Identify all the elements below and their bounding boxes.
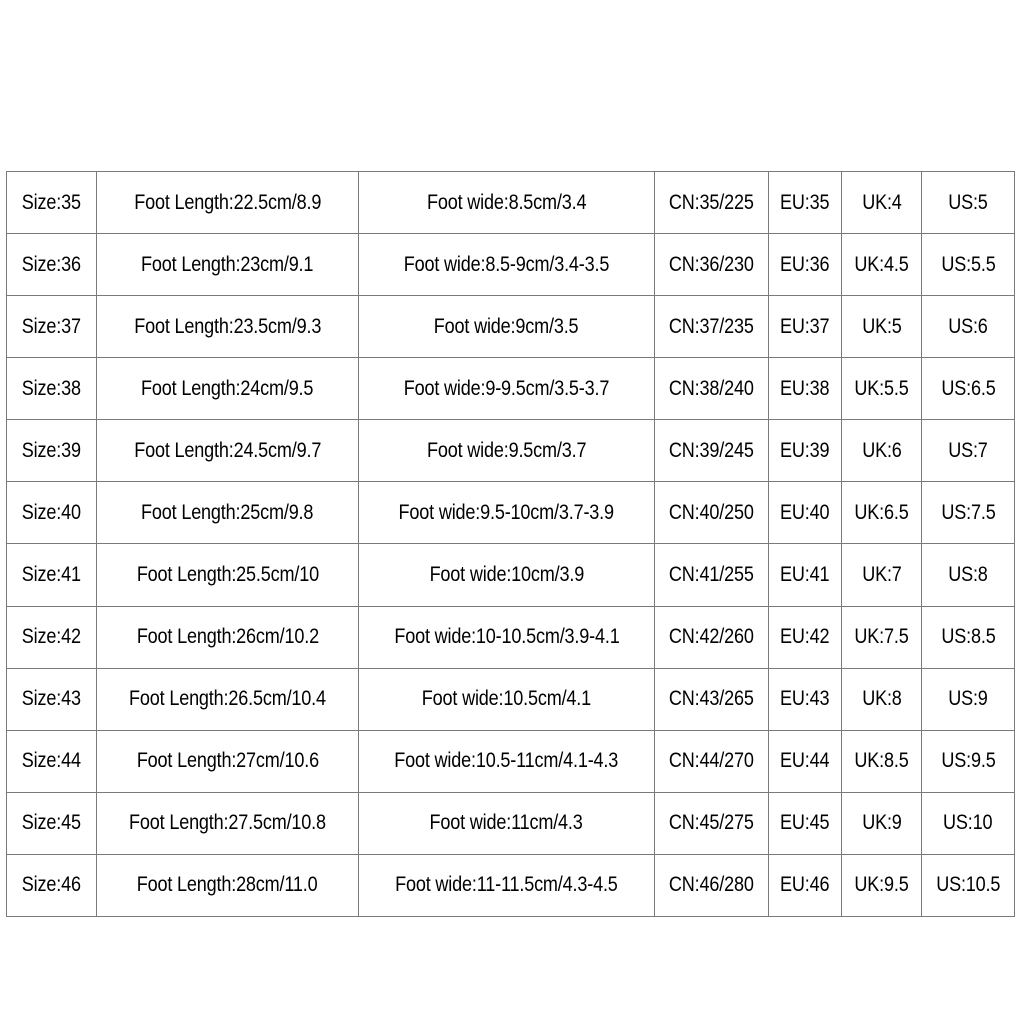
us-size-cell: US:5.5 bbox=[922, 234, 1015, 296]
table-row bbox=[7, 420, 1015, 482]
eu-size-cell: EU:40 bbox=[769, 482, 842, 544]
us-size-cell: US:9 bbox=[922, 668, 1015, 730]
foot-width-cell: Foot wide:10-10.5cm/3.9-4.1 bbox=[359, 606, 655, 668]
uk-size-cell: UK:7.5 bbox=[842, 606, 922, 668]
uk-size-cell: UK:4 bbox=[842, 172, 922, 234]
eu-size-cell: EU:38 bbox=[769, 358, 842, 420]
size-cell: Size:44 bbox=[7, 730, 97, 792]
size-cell: Size:46 bbox=[7, 854, 97, 916]
eu-size-cell: EU:36 bbox=[769, 234, 842, 296]
size-cell: Size:36 bbox=[7, 234, 97, 296]
cn-size-cell: CN:38/240 bbox=[655, 358, 769, 420]
table-row bbox=[7, 296, 1015, 358]
cn-size-cell: CN:40/250 bbox=[655, 482, 769, 544]
size-cell: Size:42 bbox=[7, 606, 97, 668]
cn-size-cell: CN:41/255 bbox=[655, 544, 769, 606]
size-cell: Size:41 bbox=[7, 544, 97, 606]
cn-size-cell: CN:46/280 bbox=[655, 854, 769, 916]
foot-width-cell: Foot wide:11cm/4.3 bbox=[359, 792, 655, 854]
us-size-cell: US:7.5 bbox=[922, 482, 1015, 544]
foot-width-cell: Foot wide:9.5-10cm/3.7-3.9 bbox=[359, 482, 655, 544]
table-row bbox=[7, 544, 1015, 606]
foot-width-cell: Foot wide:8.5cm/3.4 bbox=[359, 172, 655, 234]
cn-size-cell: CN:37/235 bbox=[655, 296, 769, 358]
eu-size-cell: EU:35 bbox=[769, 172, 842, 234]
uk-size-cell: UK:6 bbox=[842, 420, 922, 482]
foot-length-cell: Foot Length:23cm/9.1 bbox=[97, 234, 359, 296]
foot-length-cell: Foot Length:27.5cm/10.8 bbox=[97, 792, 359, 854]
foot-width-cell: Foot wide:8.5-9cm/3.4-3.5 bbox=[359, 234, 655, 296]
table-row bbox=[7, 730, 1015, 792]
uk-size-cell: UK:4.5 bbox=[842, 234, 922, 296]
cn-size-cell: CN:44/270 bbox=[655, 730, 769, 792]
us-size-cell: US:9.5 bbox=[922, 730, 1015, 792]
us-size-cell: US:7 bbox=[922, 420, 1015, 482]
table-row bbox=[7, 792, 1015, 854]
uk-size-cell: UK:7 bbox=[842, 544, 922, 606]
foot-length-cell: Foot Length:24cm/9.5 bbox=[97, 358, 359, 420]
eu-size-cell: EU:39 bbox=[769, 420, 842, 482]
size-cell: Size:39 bbox=[7, 420, 97, 482]
uk-size-cell: UK:9.5 bbox=[842, 854, 922, 916]
foot-length-cell: Foot Length:22.5cm/8.9 bbox=[97, 172, 359, 234]
foot-width-cell: Foot wide:9.5cm/3.7 bbox=[359, 420, 655, 482]
eu-size-cell: EU:43 bbox=[769, 668, 842, 730]
size-cell: Size:37 bbox=[7, 296, 97, 358]
us-size-cell: US:8.5 bbox=[922, 606, 1015, 668]
cn-size-cell: CN:39/245 bbox=[655, 420, 769, 482]
table-row bbox=[7, 172, 1015, 234]
uk-size-cell: UK:5 bbox=[842, 296, 922, 358]
foot-width-cell: Foot wide:9-9.5cm/3.5-3.7 bbox=[359, 358, 655, 420]
size-cell: Size:43 bbox=[7, 668, 97, 730]
us-size-cell: US:10.5 bbox=[922, 854, 1015, 916]
cn-size-cell: CN:42/260 bbox=[655, 606, 769, 668]
uk-size-cell: UK:6.5 bbox=[842, 482, 922, 544]
table-row bbox=[7, 606, 1015, 668]
foot-length-cell: Foot Length:25cm/9.8 bbox=[97, 482, 359, 544]
cn-size-cell: CN:36/230 bbox=[655, 234, 769, 296]
table-row bbox=[7, 668, 1015, 730]
foot-width-cell: Foot wide:11-11.5cm/4.3-4.5 bbox=[359, 854, 655, 916]
size-cell: Size:45 bbox=[7, 792, 97, 854]
size-chart-table bbox=[6, 171, 1015, 917]
cn-size-cell: CN:45/275 bbox=[655, 792, 769, 854]
us-size-cell: US:8 bbox=[922, 544, 1015, 606]
eu-size-cell: EU:37 bbox=[769, 296, 842, 358]
table-row bbox=[7, 854, 1015, 916]
size-cell: Size:38 bbox=[7, 358, 97, 420]
size-cell: Size:35 bbox=[7, 172, 97, 234]
foot-width-cell: Foot wide:10cm/3.9 bbox=[359, 544, 655, 606]
uk-size-cell: UK:8.5 bbox=[842, 730, 922, 792]
foot-length-cell: Foot Length:26.5cm/10.4 bbox=[97, 668, 359, 730]
uk-size-cell: UK:9 bbox=[842, 792, 922, 854]
eu-size-cell: EU:46 bbox=[769, 854, 842, 916]
foot-width-cell: Foot wide:10.5-11cm/4.1-4.3 bbox=[359, 730, 655, 792]
eu-size-cell: EU:42 bbox=[769, 606, 842, 668]
foot-length-cell: Foot Length:25.5cm/10 bbox=[97, 544, 359, 606]
eu-size-cell: EU:41 bbox=[769, 544, 842, 606]
foot-length-cell: Foot Length:26cm/10.2 bbox=[97, 606, 359, 668]
eu-size-cell: EU:45 bbox=[769, 792, 842, 854]
us-size-cell: US:5 bbox=[922, 172, 1015, 234]
us-size-cell: US:6 bbox=[922, 296, 1015, 358]
uk-size-cell: UK:8 bbox=[842, 668, 922, 730]
us-size-cell: US:10 bbox=[922, 792, 1015, 854]
foot-width-cell: Foot wide:10.5cm/4.1 bbox=[359, 668, 655, 730]
foot-length-cell: Foot Length:27cm/10.6 bbox=[97, 730, 359, 792]
table-row bbox=[7, 358, 1015, 420]
foot-length-cell: Foot Length:28cm/11.0 bbox=[97, 854, 359, 916]
foot-length-cell: Foot Length:23.5cm/9.3 bbox=[97, 296, 359, 358]
cn-size-cell: CN:43/265 bbox=[655, 668, 769, 730]
cn-size-cell: CN:35/225 bbox=[655, 172, 769, 234]
foot-width-cell: Foot wide:9cm/3.5 bbox=[359, 296, 655, 358]
us-size-cell: US:6.5 bbox=[922, 358, 1015, 420]
foot-length-cell: Foot Length:24.5cm/9.7 bbox=[97, 420, 359, 482]
uk-size-cell: UK:5.5 bbox=[842, 358, 922, 420]
size-cell: Size:40 bbox=[7, 482, 97, 544]
table-row bbox=[7, 482, 1015, 544]
eu-size-cell: EU:44 bbox=[769, 730, 842, 792]
table-row bbox=[7, 234, 1015, 296]
